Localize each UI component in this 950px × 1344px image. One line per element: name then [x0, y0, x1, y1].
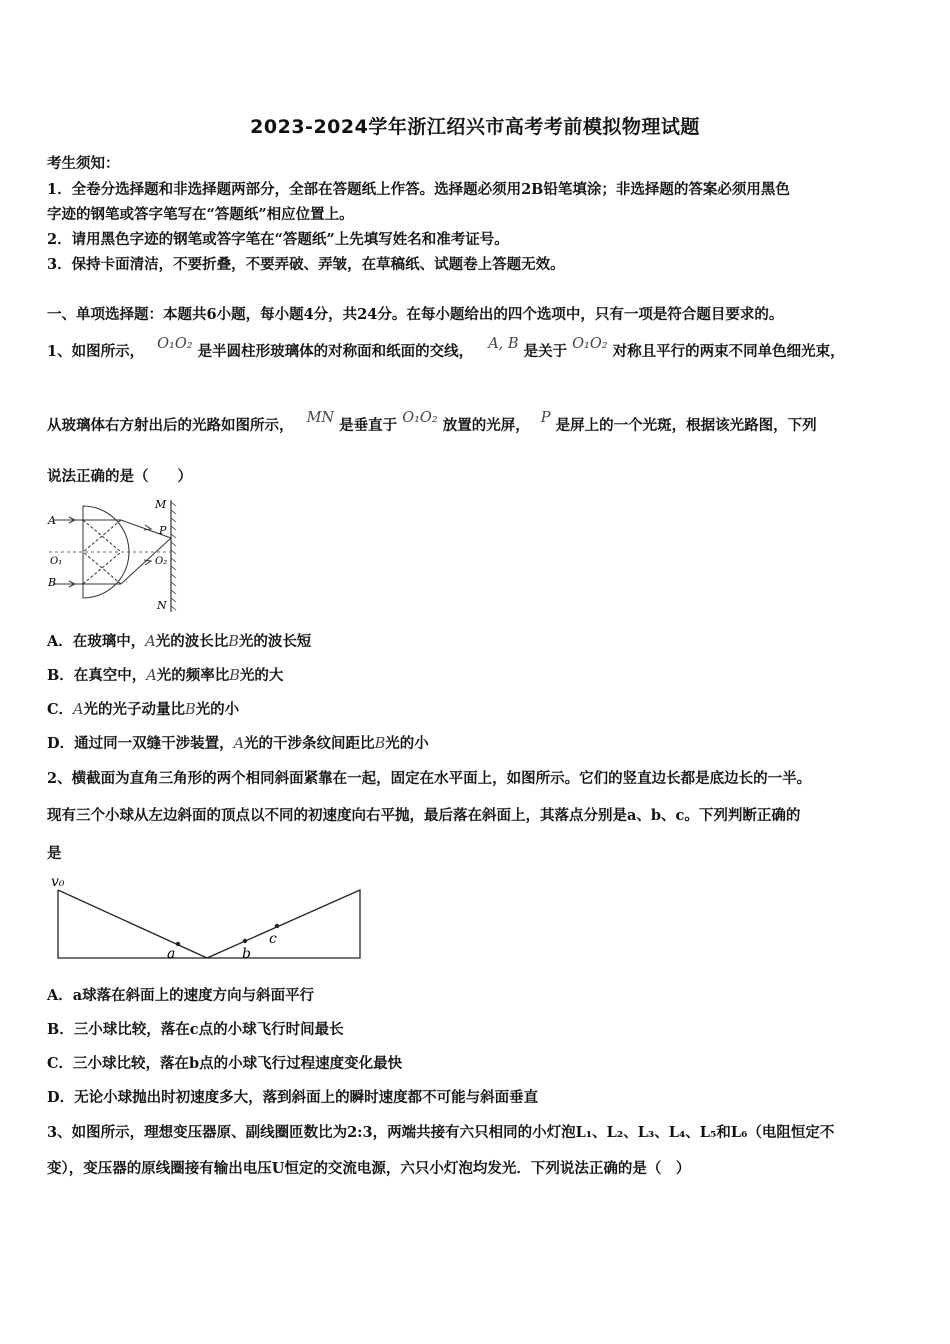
- label-b: B: [48, 576, 57, 589]
- q1-text-1d: 对称且平行的两束不同单色细光束，: [612, 343, 845, 360]
- option-symbol: A: [233, 736, 245, 752]
- screen-mn: [171, 500, 176, 612]
- option-text: 在玻璃中，: [72, 633, 146, 650]
- q1-line-3: 说法正确的是（ ）: [47, 468, 192, 485]
- q1-option-b: [47, 664, 283, 685]
- q2-option-c: C．三小球比较，落在b点的小球飞行过程速度变化最快: [47, 1055, 403, 1072]
- option-symbol: B: [228, 634, 239, 650]
- notice-item-1: 1．全卷分选择题和非选择题两部分，全部在答题纸上作答。选择题必须用2B铅笔填涂；非选择题的答案必须用黑色: [47, 181, 790, 198]
- option-text: 光的光子动量比: [83, 701, 186, 718]
- q1-symbol-ab: A, B: [488, 336, 519, 352]
- q3-line-1: 3、如图所示，理想变压器原、副线圈匝数比为2:3，两端共接有六只相同的小灯泡L₁、L₂、L₃、L₄、L₅和L₆（电阻恒定不: [47, 1124, 835, 1141]
- notice-heading: 考生须知：: [47, 155, 120, 172]
- q1-option-a: [47, 630, 311, 651]
- point-b: [243, 939, 247, 943]
- q1-line-2: [47, 410, 817, 435]
- label-o1: O₁: [50, 556, 63, 567]
- option-symbol: B: [229, 668, 240, 684]
- q3-line-2: 变），变压器的原线圈接有输出电压U恒定的交流电源，六只小灯泡均发光．下列说法正确的是（ ）: [47, 1160, 691, 1177]
- option-key: C．: [47, 701, 74, 718]
- q1-option-d: [47, 732, 429, 753]
- landing-points: [176, 924, 279, 946]
- option-text: 光的小: [195, 701, 240, 718]
- point-c: [275, 924, 279, 928]
- option-symbol: B: [185, 702, 196, 718]
- q1-line-1: [47, 336, 845, 361]
- label-a: A: [48, 514, 56, 527]
- q2-option-a: A．a球落在斜面上的速度方向与斜面平行: [47, 987, 315, 1004]
- q1-figure: [45, 494, 185, 616]
- option-text: 光的波长短: [238, 633, 312, 650]
- option-symbol: A: [145, 634, 156, 650]
- option-text: 光的干涉条纹间距比: [244, 735, 375, 752]
- q1-symbol-p: P: [540, 410, 551, 426]
- q1-symbol-o1o2-2: O₁O₂: [572, 336, 608, 352]
- option-text: 光的大: [239, 667, 284, 684]
- point-a: [176, 942, 180, 946]
- notice-item-1-cont: 字迹的钢笔或答字笔写在“答题纸”相应位置上。: [47, 206, 354, 223]
- q1-option-c: [47, 698, 239, 719]
- two-inclines: [58, 890, 360, 958]
- label-c: c: [269, 931, 277, 947]
- q1-text-1b: 是半圆柱形玻璃体的对称面和纸面的交线，: [197, 343, 474, 360]
- notice-item-3: 3．保持卡面清洁，不要折叠，不要弄破、弄皱，在草稿纸、试题卷上答题无效。: [47, 256, 565, 273]
- q1-text-2a: 从玻璃体右方射出后的光路如图所示，: [47, 417, 294, 434]
- q1-symbol-o1o2-3: O₁O₂: [402, 410, 438, 426]
- q1-text-2d: 是屏上的一个光斑，根据该光路图，下列: [555, 417, 817, 434]
- option-text: 光的频率比: [156, 667, 230, 684]
- label-a: a: [167, 946, 176, 962]
- option-key: B．: [47, 667, 74, 684]
- label-v0: v₀: [51, 874, 65, 890]
- q1-symbol-mn: MN: [306, 410, 335, 426]
- q2-line-3: 是: [47, 845, 62, 862]
- page-title: 2023-2024学年浙江绍兴市高考考前模拟物理试题: [250, 116, 700, 138]
- q2-option-b: B．三小球比较，落在c点的小球飞行时间最长: [47, 1021, 344, 1038]
- notice-item-2: 2．请用黑色字迹的钢笔或答字笔在“答题纸”上先填写姓名和准考证号。: [47, 231, 509, 248]
- label-m: M: [155, 498, 167, 511]
- label-b: b: [242, 946, 251, 962]
- option-text: 光的波长比: [155, 633, 229, 650]
- q2-line-2: 现有三个小球从左边斜面的顶点以不同的初速度向右平抛，最后落在斜面上，其落点分别是a、b、c。下列判断正确的: [47, 807, 801, 824]
- option-text: 在真空中，: [73, 667, 147, 684]
- q2-figure: [45, 870, 365, 970]
- q1-text-2b: 是垂直于: [339, 417, 398, 434]
- q1-text-1a: 1、如图所示，: [47, 343, 145, 360]
- option-symbol: A: [146, 668, 157, 684]
- q1-text-2c: 放置的光屏，: [442, 417, 530, 434]
- label-p: P: [159, 524, 167, 537]
- label-o2: O₂: [155, 556, 168, 567]
- label-n: N: [157, 599, 167, 612]
- option-key: A．: [47, 633, 73, 650]
- q2-option-d: D．无论小球抛出时初速度多大，落到斜面上的瞬时速度都不可能与斜面垂直: [47, 1089, 539, 1106]
- option-symbol: A: [73, 702, 84, 718]
- q1-text-1c: 是关于: [523, 343, 568, 360]
- option-key: D．: [47, 735, 75, 752]
- option-text: 通过同一双缝干涉装置，: [74, 735, 234, 752]
- q2-line-1: 2、横截面为直角三角形的两个相同斜面紧靠在一起，固定在水平面上，如图所示。它们的竖直边长都是底边长的一半。: [47, 770, 812, 787]
- option-text: 光的小: [385, 735, 429, 752]
- section-heading: 一、单项选择题：本题共6小题，每小题4分，共24分。在每小题给出的四个选项中，只有一项是符合题目要求的。: [47, 306, 784, 323]
- option-symbol: B: [374, 736, 386, 752]
- q1-symbol-o1o2: O₁O₂: [157, 336, 193, 352]
